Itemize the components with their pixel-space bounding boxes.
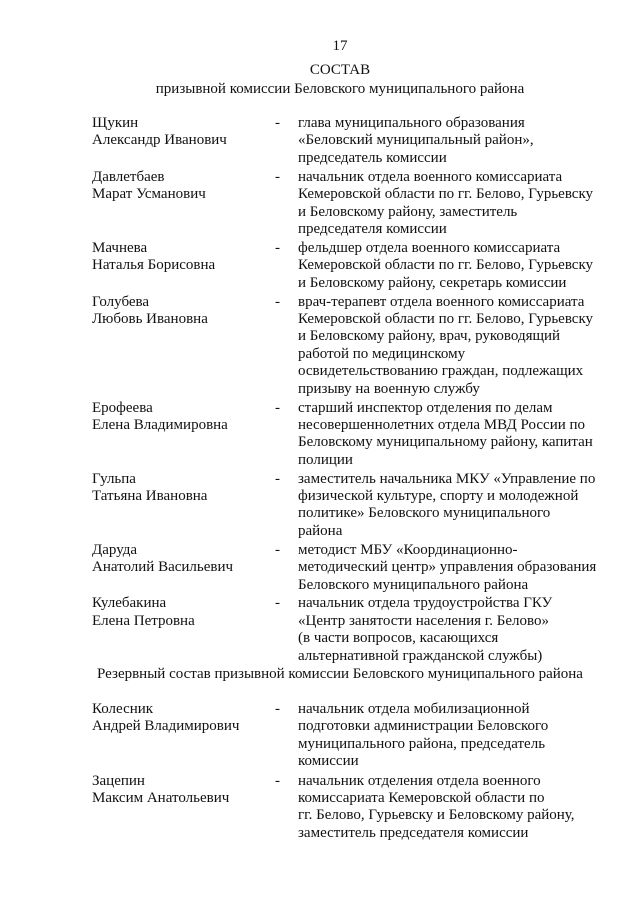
reserve-members-list: [92, 701, 612, 844]
member-role: [298, 400, 608, 470]
member-role-line: фельдшер отдела военного комиссариата: [298, 239, 561, 256]
member-role-line: заместитель председателя комиссии: [298, 824, 529, 841]
member-name: [92, 294, 275, 398]
member-role-line: начальник отделения отдела военного: [298, 772, 541, 789]
member-role: [298, 115, 608, 167]
member-name-line: Гульпа: [92, 470, 136, 487]
member-entry: [92, 773, 612, 843]
member-name: [92, 595, 275, 665]
member-role: [298, 542, 608, 594]
member-entry: [92, 400, 612, 470]
member-role-line: муниципального района, председатель: [298, 735, 546, 752]
member-name-line: Андрей Владимирович: [92, 718, 240, 735]
separator-dash: -: [275, 470, 280, 487]
member-role-line: глава муниципального образования: [298, 115, 525, 131]
member-entry: [92, 115, 612, 167]
separator-dash: -: [275, 772, 280, 789]
member-name: [92, 115, 275, 167]
members-list: [92, 115, 612, 667]
member-name-line: Елена Петровна: [92, 612, 195, 629]
member-role: [298, 773, 608, 843]
member-name-line: Ерофеева: [92, 399, 153, 416]
member-role-line: политике» Беловского муниципального: [298, 505, 551, 522]
member-role-line: (в части вопросов, касающихся: [298, 630, 499, 647]
member-role-line: района: [298, 522, 343, 539]
member-entry: [92, 595, 612, 665]
member-name-line: Колесник: [92, 701, 154, 717]
page-number: 17: [332, 38, 348, 54]
member-name: [92, 773, 275, 843]
member-name-line: Давлетбаев: [92, 168, 165, 185]
member-entry: [92, 471, 612, 541]
member-role-line: методический центр» управления образования: [298, 559, 597, 576]
member-name-line: Голубева: [92, 293, 150, 310]
member-role-line: «Центр занятости населения г. Белово»: [298, 612, 549, 629]
member-role-line: комиссии: [298, 753, 359, 770]
separator-dash: -: [275, 115, 280, 131]
member-role-line: и Беловскому району, врач, руководящий: [298, 328, 561, 345]
member-name-line: Даруда: [92, 541, 138, 558]
member-role-line: методист МБУ «Координационно-: [298, 541, 518, 558]
member-name-line: Мачнева: [92, 239, 148, 256]
member-role-line: гг. Белово, Гурьевску и Беловскому району,: [298, 807, 575, 824]
member-role-line: заместитель начальника МКУ «Управление по: [298, 470, 596, 487]
member-entry: [92, 294, 612, 398]
member-name-line: Щукин: [92, 115, 139, 131]
member-role-line: Беловскому муниципальному району, капитан: [298, 434, 593, 451]
member-role-line: председатель комиссии: [298, 149, 447, 166]
member-role: [298, 240, 608, 292]
member-role: [298, 701, 608, 771]
separator-dash: -: [275, 293, 280, 310]
member-name-line: Елена Владимировна: [92, 416, 228, 433]
member-name: [92, 701, 275, 771]
member-name-line: Максим Анатольевич: [92, 790, 230, 807]
member-name: [92, 240, 275, 292]
member-role-line: несовершеннолетних отдела МВД России по: [298, 416, 586, 433]
member-role-line: «Беловский муниципальный район»,: [298, 132, 534, 149]
member-role-line: работой по медицинскому: [298, 345, 466, 362]
member-role-line: Кемеровской области по гг. Белово, Гурьевску: [298, 310, 594, 327]
member-role-line: Беловского муниципального района: [298, 576, 529, 593]
member-role-line: начальник отдела трудоустройства ГКУ: [298, 595, 553, 612]
reserve-section-title: Резервный состав призывной комиссии Беловского муниципального района: [97, 666, 583, 682]
member-name-line: Марат Усманович: [92, 186, 206, 203]
member-role-line: начальник отдела мобилизационной: [298, 701, 530, 717]
member-role-line: освидетельствованию граждан, подлежащих: [298, 363, 584, 380]
member-role: [298, 169, 608, 239]
separator-dash: -: [275, 701, 280, 717]
member-name: [92, 542, 275, 594]
member-entry: [92, 169, 612, 239]
separator-dash: -: [275, 541, 280, 558]
member-role-line: и Беловскому району, заместитель: [298, 203, 518, 220]
member-role-line: и Беловскому району, секретарь комиссии: [298, 274, 567, 291]
member-name-line: Наталья Борисовна: [92, 257, 216, 274]
member-name-line: Анатолий Васильевич: [92, 559, 234, 576]
member-role-line: призыву на военную службу: [298, 380, 480, 397]
document-title: СОСТАВ: [309, 62, 371, 78]
member-name-line: Зацепин: [92, 772, 145, 789]
separator-dash: -: [275, 168, 280, 185]
member-role: [298, 595, 608, 665]
member-role-line: альтернативной гражданской службы): [298, 647, 543, 664]
member-role-line: начальник отдела военного комиссариата: [298, 168, 563, 185]
separator-dash: -: [275, 239, 280, 256]
member-role: [298, 471, 608, 541]
member-role-line: Кемеровской области по гг. Белово, Гурьевску: [298, 186, 594, 203]
member-role-line: Кемеровской области по гг. Белово, Гурьевску: [298, 257, 594, 274]
member-role-line: старший инспектор отделения по делам: [298, 399, 553, 416]
member-role-line: физической культуре, спорту и молодежной: [298, 488, 579, 505]
member-role-line: председателя комиссии: [298, 220, 447, 237]
member-role-line: полиции: [298, 451, 353, 468]
member-name-line: Кулебакина: [92, 595, 167, 612]
separator-dash: -: [275, 595, 280, 612]
member-name-line: Татьяна Ивановна: [92, 488, 208, 505]
member-name: [92, 400, 275, 470]
member-role-line: врач-терапевт отдела военного комиссариата: [298, 293, 585, 310]
member-name: [92, 471, 275, 541]
separator-dash: -: [275, 399, 280, 416]
member-name: [92, 169, 275, 239]
member-entry: [92, 240, 612, 292]
member-entry: [92, 701, 612, 771]
member-entry: [92, 542, 612, 594]
member-name-line: Любовь Ивановна: [92, 310, 208, 327]
member-role-line: комиссариата Кемеровской области по: [298, 790, 545, 807]
member-role: [298, 294, 608, 398]
member-role-line: подготовки администрации Беловского: [298, 718, 549, 735]
member-name-line: Александр Иванович: [92, 132, 227, 149]
document-subtitle: призывной комиссии Беловского муниципального района: [155, 81, 525, 97]
